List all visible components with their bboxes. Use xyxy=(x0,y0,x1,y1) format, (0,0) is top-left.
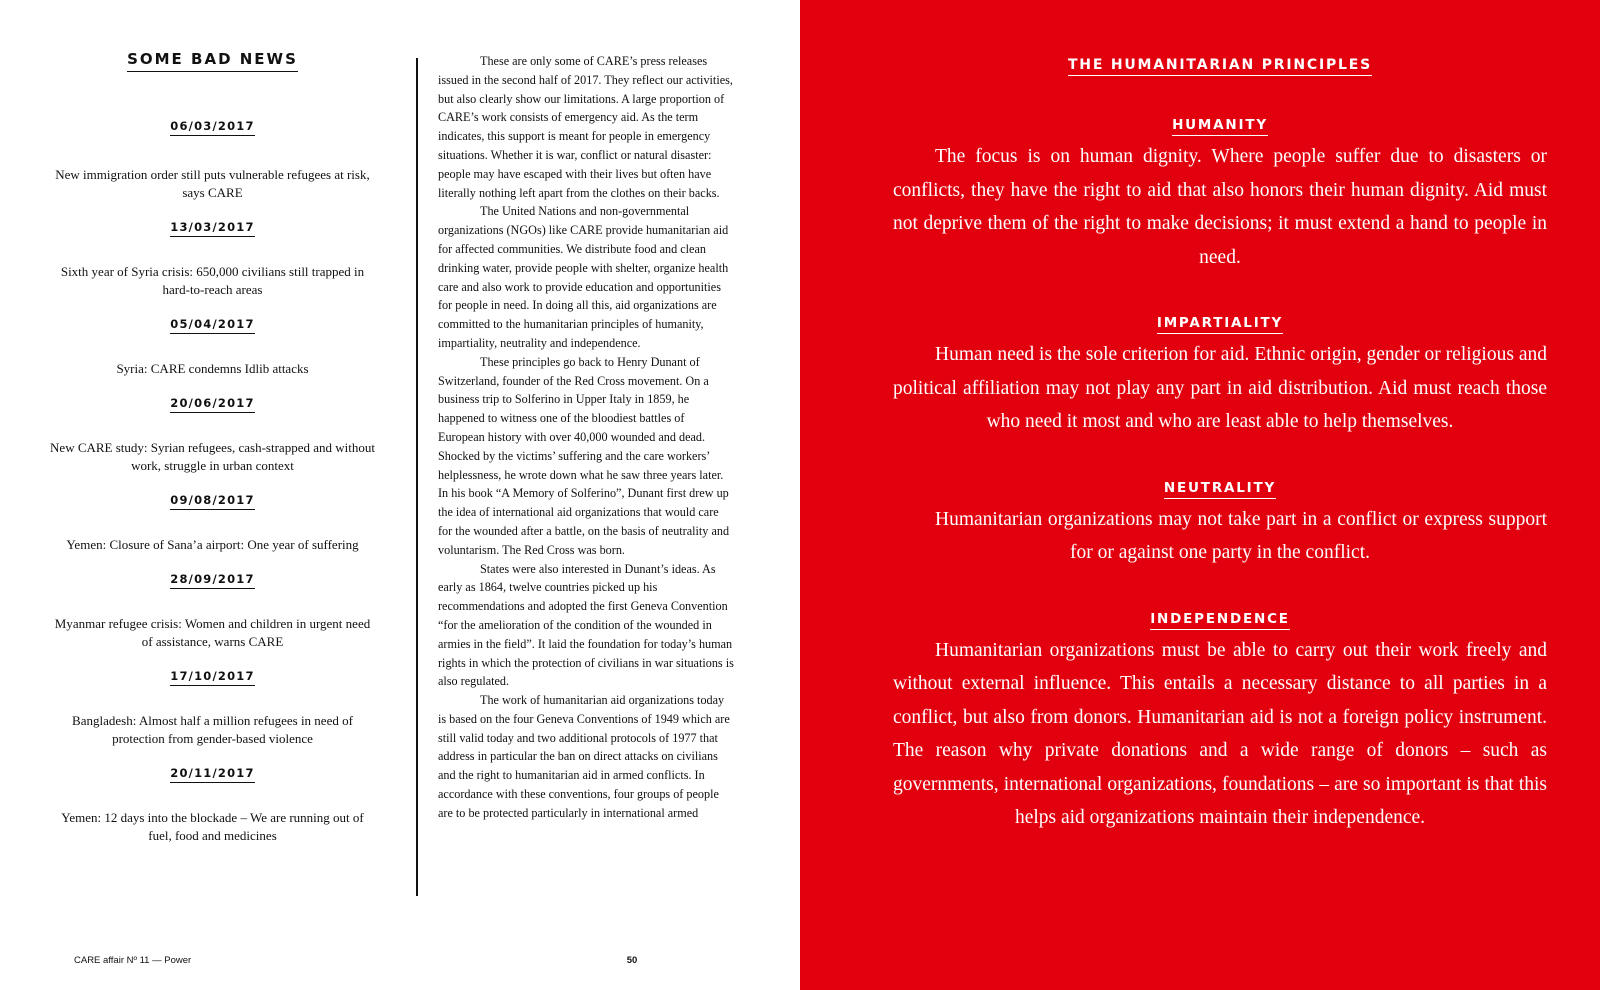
principle-text: The focus is on human dignity. Where people suffer due to disasters or conflicts, they have the right to aid that also honors their human dignity. Aid must not deprive them of the right to make decisions; it must extend a hand to people in need. xyxy=(893,146,1547,268)
body-paragraph: These are only some of CARE’s press releases issued in the second half of 2017. They reflect our activities, but also clearly show our limitations. A large proportion of CARE’s work consists of emergency aid. As the term indicates, this support is meant for people in emergency situations. Whether it is war, conflict or natural disaster: people may have escaped with their lives but often have literally nothing left apart from the clothes on their backs. xyxy=(438,54,733,200)
principle-independence xyxy=(893,610,1547,835)
column-divider xyxy=(416,58,418,896)
news-list xyxy=(50,117,375,845)
list-item xyxy=(50,491,375,554)
news-headline: Bangladesh: Almost half a million refugees in need of protection from gender-based violence xyxy=(72,713,353,746)
footer-publication: CARE affair Nº 11 — Power xyxy=(74,955,192,966)
news-headline: Sixth year of Syria crisis: 650,000 civilians still trapped in hard-to-reach areas xyxy=(60,264,365,297)
principle-text: Humanitarian organizations may not take part in a conflict or express support for or against one party in the conflict. xyxy=(935,508,1547,563)
news-headline: Yemen: Closure of Sana’a airport: One year of suffering xyxy=(66,537,359,552)
news-headline: New CARE study: Syrian refugees, cash-strapped and without work, struggle in urban context xyxy=(50,440,375,473)
principle-heading: NEUTRALITY xyxy=(1164,480,1276,499)
body-paragraph: States were also interested in Dunant’s ideas. As early as 1864, twelve countries picked up his recommendations and adopted the first Geneva Convention “for the amelioration of the condition of the wounded in armies in the field”. It laid the foundation for today’s human rights in which the protection of civilians in war situations is also regulated. xyxy=(438,561,734,689)
principles-section xyxy=(893,56,1547,835)
principle-heading: INDEPENDENCE xyxy=(1150,611,1290,630)
principles-title: THE HUMANITARIAN PRINCIPLES xyxy=(1068,57,1372,76)
news-date: 20/06/2017 xyxy=(170,396,254,413)
page-number: 50 xyxy=(626,955,638,966)
news-headline: Yemen: 12 days into the blockade – We are running out of fuel, food and medicines xyxy=(61,810,364,843)
principle-heading: IMPARTIALITY xyxy=(1157,315,1283,334)
news-date: 06/03/2017 xyxy=(170,119,254,136)
news-headline: New immigration order still puts vulnerable refugees at risk, says CARE xyxy=(55,167,370,200)
list-item xyxy=(50,394,375,475)
principle-text: Human need is the sole criterion for aid. Ethnic origin, gender or religious and political affiliation may not play any part in aid distribution. Aid must reach those who need it most and who are least able to help themselves. xyxy=(893,344,1547,432)
principle-impartiality xyxy=(893,314,1547,439)
news-date: 05/04/2017 xyxy=(170,317,254,334)
body-paragraph: The work of humanitarian aid organizations today is based on the four Geneva Conventions of 1949 which are still valid today and two additional protocols of 1977 that address in particular the ban on direct attacks on civilians and the right to humanitarian aid in armed conflicts. In accordance with these conventions, four groups of people are to be protected particularly in international armed xyxy=(438,693,730,820)
body-paragraph: The United Nations and non-governmental organizations (NGOs) like CARE provide humanitarian aid for affected communities. We distribute food and clean drinking water, provide people with shelter, organize health care and also work to provide education and opportunities for people in need. In doing all this, aid organizations are committed to the humanitarian principles of humanity, impartiality, neutrality and independence. xyxy=(438,204,729,350)
news-date: 13/03/2017 xyxy=(170,220,254,237)
list-item xyxy=(50,117,375,202)
news-column xyxy=(50,50,375,861)
list-item xyxy=(50,667,375,748)
list-item xyxy=(50,570,375,651)
right-page xyxy=(800,0,1600,990)
news-headline: Syria: CARE condemns Idlib attacks xyxy=(116,361,309,376)
news-date: 09/08/2017 xyxy=(170,493,254,510)
list-item xyxy=(50,315,375,378)
news-headline: Myanmar refugee crisis: Women and children in urgent need of assistance, warns CARE xyxy=(54,616,371,649)
news-date: 28/09/2017 xyxy=(170,572,254,589)
article-body xyxy=(438,52,734,823)
principle-text: Humanitarian organizations must be able to carry out their work freely and without external influence. This entails a necessary distance to all parties in a conflict, but also from donors. Humanitarian aid is not a foreign policy instrument. The reason why private donations and a wide range of donors – such as governments, international organizations, foundations – are so important is that this helps aid organizations maintain their independence. xyxy=(893,639,1547,828)
principle-neutrality xyxy=(893,479,1547,570)
principle-humanity xyxy=(893,116,1547,274)
body-paragraph: These principles go back to Henry Dunant of Switzerland, founder of the Red Cross movement. On a business trip to Solferino in Upper Italy in 1859, he happened to witness one of the bloodiest battles of European history with over 40,000 wounded and dead. Shocked by the victims’ suffering and the care workers’ helplessness, he wrote down what he saw three years later. In his book “A Memory of Solferino”, Dunant first drew up the idea of international aid organizations that would care for the wounded after a battle, on the basis of neutrality and voluntarism. The Red Cross was born. xyxy=(438,354,730,557)
news-section-title: SOME BAD NEWS xyxy=(127,50,298,72)
list-item xyxy=(50,218,375,299)
news-date: 20/11/2017 xyxy=(170,766,254,783)
principle-heading: HUMANITY xyxy=(1172,117,1268,136)
news-date: 17/10/2017 xyxy=(170,669,254,686)
list-item xyxy=(50,764,375,845)
